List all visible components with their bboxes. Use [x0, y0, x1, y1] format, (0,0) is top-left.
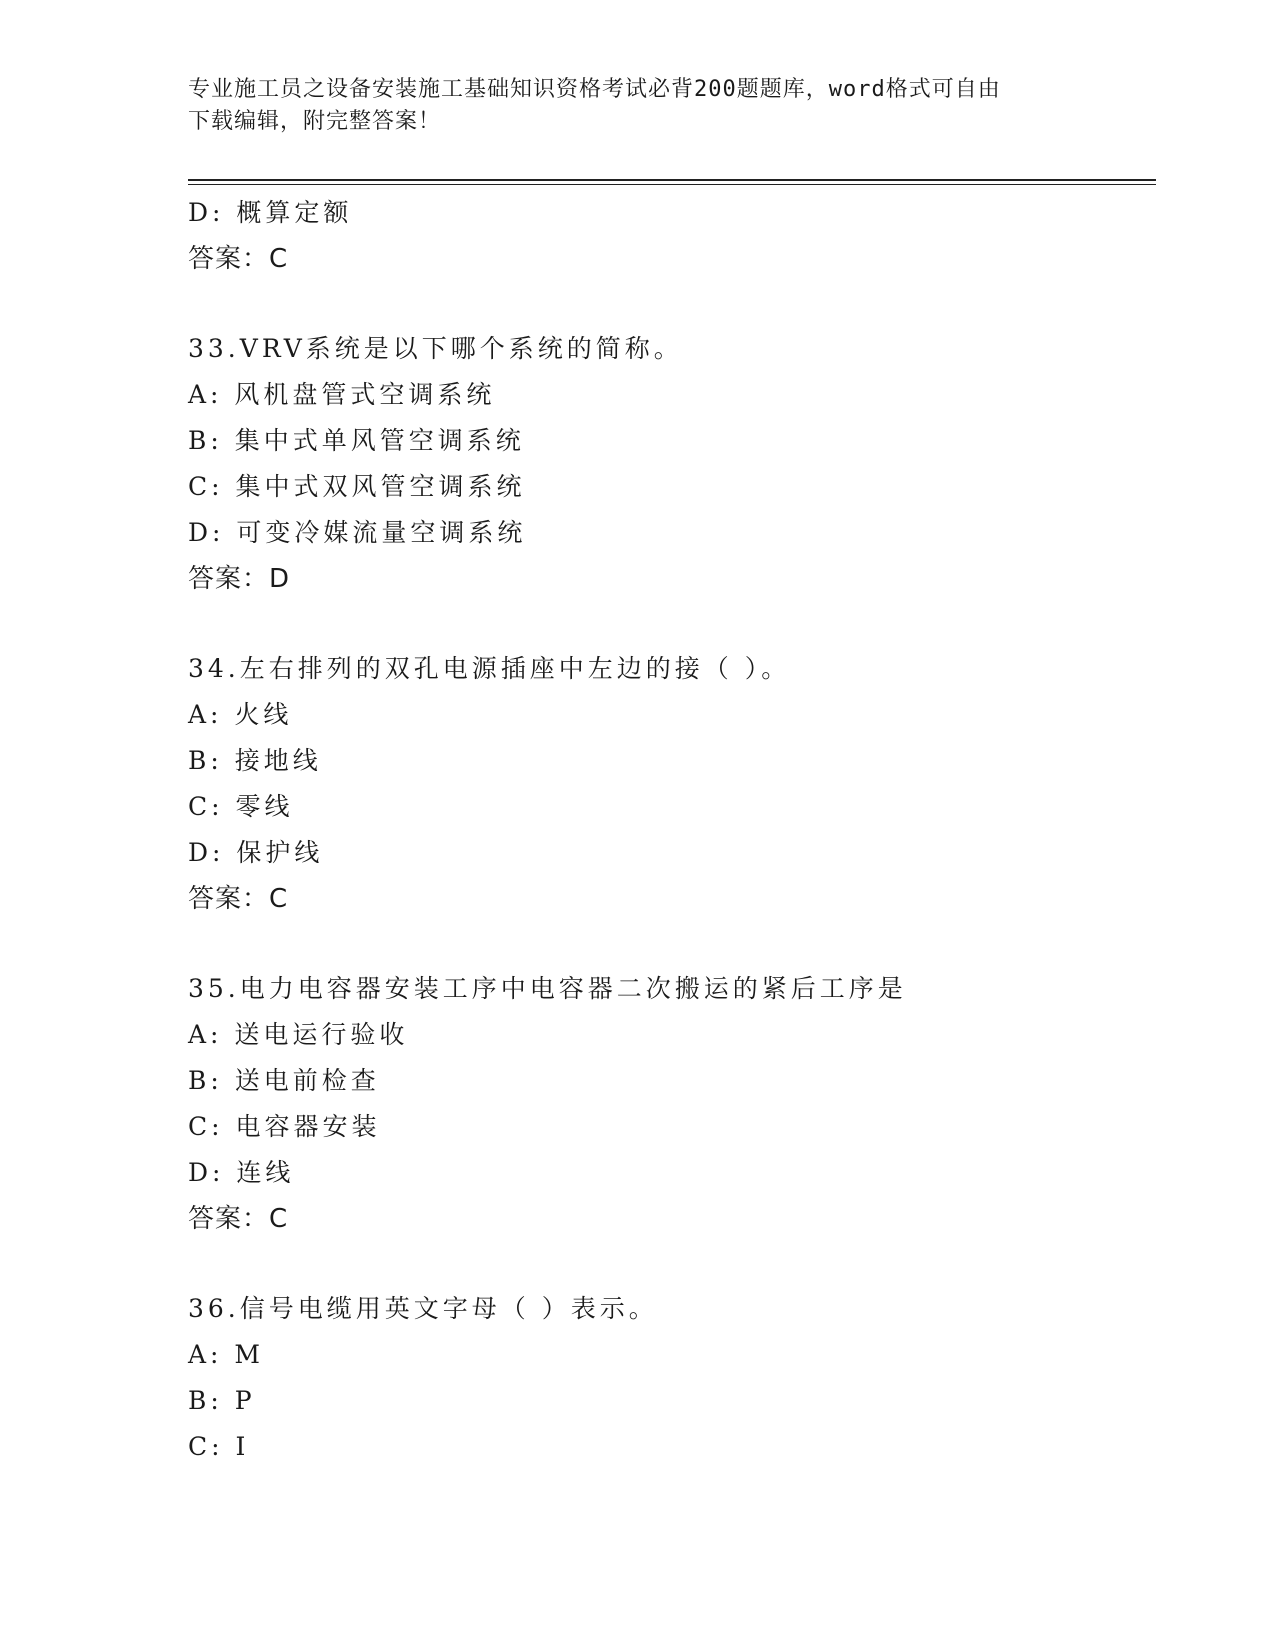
option-a: A: 风机盘管式空调系统 — [188, 380, 496, 409]
option-d: D: 概算定额 — [188, 198, 353, 227]
spacer — [188, 922, 1148, 966]
question-title: 33.VRV系统是以下哪个系统的简称。 — [188, 334, 683, 363]
answer-line: 答案：D — [188, 564, 291, 594]
spacer — [188, 602, 1148, 646]
spacer — [188, 1242, 1148, 1286]
question-list — [188, 190, 1148, 1470]
option-a: A: 送电运行验收 — [188, 1020, 409, 1049]
question-title: 35.电力电容器安装工序中电容器二次搬运的紧后工序是 — [188, 974, 907, 1003]
option-b: B: P — [188, 1386, 256, 1415]
header-line-2: 下载编辑，附完整答案！ — [188, 109, 442, 134]
question-33 — [188, 326, 1148, 602]
header-divider-thin — [188, 184, 1156, 185]
option-c: C: 零线 — [188, 792, 294, 821]
header-line-1: 专业施工员之设备安装施工基础知识资格考试必背200题题库，word格式可自由 — [188, 77, 1001, 102]
option-b: B: 接地线 — [188, 746, 322, 775]
answer-line: 答案：C — [188, 884, 289, 914]
option-d: D: 保护线 — [188, 838, 324, 867]
document-header — [188, 74, 1068, 138]
header-divider-thick — [188, 179, 1156, 181]
answer-line: 答案：C — [188, 1204, 289, 1234]
option-a: A: 火线 — [188, 700, 293, 729]
option-c: C: 电容器安装 — [188, 1112, 381, 1141]
option-d: D: 连线 — [188, 1158, 295, 1187]
option-b: B: 送电前检查 — [188, 1066, 380, 1095]
option-c: C: I — [188, 1432, 250, 1461]
question-36 — [188, 1286, 1148, 1470]
question-34 — [188, 646, 1148, 922]
option-b: B: 集中式单风管空调系统 — [188, 426, 525, 455]
spacer — [188, 282, 1148, 326]
question-35 — [188, 966, 1148, 1242]
option-c: C: 集中式双风管空调系统 — [188, 472, 526, 501]
option-d: D: 可变冷媒流量空调系统 — [188, 518, 527, 547]
option-a: A: M — [188, 1340, 265, 1369]
question-title: 34.左右排列的双孔电源插座中左边的接（ ）。 — [188, 654, 791, 683]
answer-line: 答案：C — [188, 244, 289, 274]
question-title: 36.信号电缆用英文字母（ ）表示。 — [188, 1294, 658, 1323]
